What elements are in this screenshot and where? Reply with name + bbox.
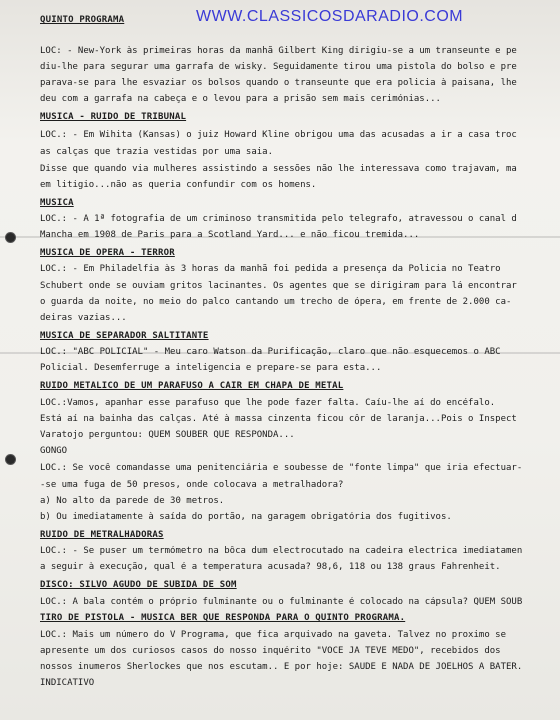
script-line: LOC.: "ABC POLICIAL" - Meu caro Watson da Purificação, claro que não esquecemos o ABC — [40, 347, 501, 357]
script-line: nossos inumeros Sherlockes que nos escutam.. E por hoje: SAUDE E NADA DE JOELHOS A BATER. — [40, 662, 523, 672]
script-line: Mancha em 1908 de Paris para a Scotland Yard... e não ficou tremida... — [40, 230, 420, 240]
script-line: -se uma fuga de 50 presos, onde colocava a metralhadora? — [40, 480, 344, 490]
section-heading: MUSICA — [40, 198, 74, 208]
punch-hole — [6, 455, 15, 464]
script-line: as calças que trazia vestidas por uma saia. — [40, 147, 273, 157]
script-line: a seguir à execução, qual é a temperatura acusada? 98,6, 118 ou 138 graus Fahrenheit. — [40, 562, 501, 572]
script-line: deiras vazias... — [40, 313, 127, 323]
script-line: LOC.: Mais um número do V Programa, que fica arquivado na gaveta. Talvez no proximo se — [40, 630, 506, 640]
script-line: a) No alto da parede de 30 metros. — [40, 496, 225, 506]
script-line: em litigio...não as queria confundir com os homens. — [40, 180, 317, 190]
script-line: LOC.:Vamos, apanhar esse parafuso que lhe pode fazer falta. Caíu-lhe aí do encéfalo. — [40, 398, 496, 408]
script-line: LOC.: - A 1ª fotografia de um criminoso transmitida pelo telegrafo, atravessou o canal d — [40, 214, 517, 224]
section-heading: TIRO DE PISTOLA - MUSICA BER QUE RESPONDA PARA O QUINTO PROGRAMA. — [40, 613, 406, 623]
script-line: LOC.: - Se puser um termómetro na bôca dum electrocutado na cadeira electrica imediatamen — [40, 546, 523, 556]
cue-label: GONGO — [40, 446, 68, 456]
script-line: b) Ou imediatamente à saída do portão, na garagem obrigatória dos fugitivos. — [40, 512, 452, 522]
script-line: Schubert onde se ouviam gritos lacinantes. Os agentes que se dirigiram para lá encontrar — [40, 281, 517, 291]
section-heading: RUIDO METALICO DE UM PARAFUSO A CAIR EM CHAPA DE METAL — [40, 381, 344, 391]
script-line: Está aí na bainha das calças. Até à massa cinzenta ficou côr de laranja...Pois o Inspect — [40, 414, 517, 424]
punch-hole — [6, 233, 15, 242]
script-line: LOC: - New-York às primeiras horas da manhã Gilbert King dirigiu-se a um transeunte e pe — [40, 46, 517, 56]
script-line: deu com a garrafa na cabeça e o levou para a prisão sem mais cerimónias... — [40, 94, 441, 104]
watermark: WWW.CLASSICOSDARADIO.COM — [196, 8, 464, 25]
section-heading: DISCO: SILVO AGUDO DE SUBIDA DE SOM — [40, 580, 237, 590]
script-line: parava-se para lhe esvaziar os bolsos quando o transeunte que era policia à paisana, lhe — [40, 78, 517, 88]
script-line: LOC.: - Em Philadelfia às 3 horas da manhã foi pedida a presença da Policia no Teatro — [40, 264, 501, 274]
section-heading: MUSICA - RUIDO DE TRIBUNAL — [40, 112, 187, 122]
script-line: o guarda da noite, no meio do palco cantando um trecho de ópera, em frente de 2.000 ca- — [40, 297, 512, 307]
cue-label: INDICATIVO — [40, 678, 95, 688]
script-line: apresente um dos curiosos casos do nosso inquérito "VOCÊ JÁ TEVE MEDO", recebidos dos — [40, 646, 501, 656]
script-line: LOC.: Se você comandasse uma penitenciária e soubesse de "fonte limpa" que iria efectuar- — [40, 463, 523, 473]
section-heading: MUSICA DE SEPARADOR SALTITANTE — [40, 331, 209, 341]
section-heading: MUSICA DE OPERA - TERROR — [40, 248, 175, 258]
section-heading: QUINTO PROGRAMA — [40, 15, 125, 25]
script-line: Policial. Desemferruge a inteligencia e prepare-se para esta... — [40, 363, 382, 373]
script-line: LOC.: - Em Wihita (Kansas) o juiz Howard Kline obrigou uma das acusadas a ir a casa troc — [40, 130, 517, 140]
script-line: diu-lhe para segurar uma garrafa de wisky. Seguidamente tirou uma pistola do bolso e pre — [40, 62, 517, 72]
script-line: Varatojo perguntou: QUEM SOUBER QUE RESPONDA... — [40, 430, 295, 440]
script-line: LOC.: A bala contém o próprio fulminante ou o fulminante é colocado na cápsula? QUEM SOUB — [40, 597, 523, 607]
script-line: Disse que quando via mulheres assistindo a sessões não lhe interessava como trajavam, ma — [40, 164, 517, 174]
section-heading: RUIDO DE METRALHADORAS — [40, 530, 164, 540]
